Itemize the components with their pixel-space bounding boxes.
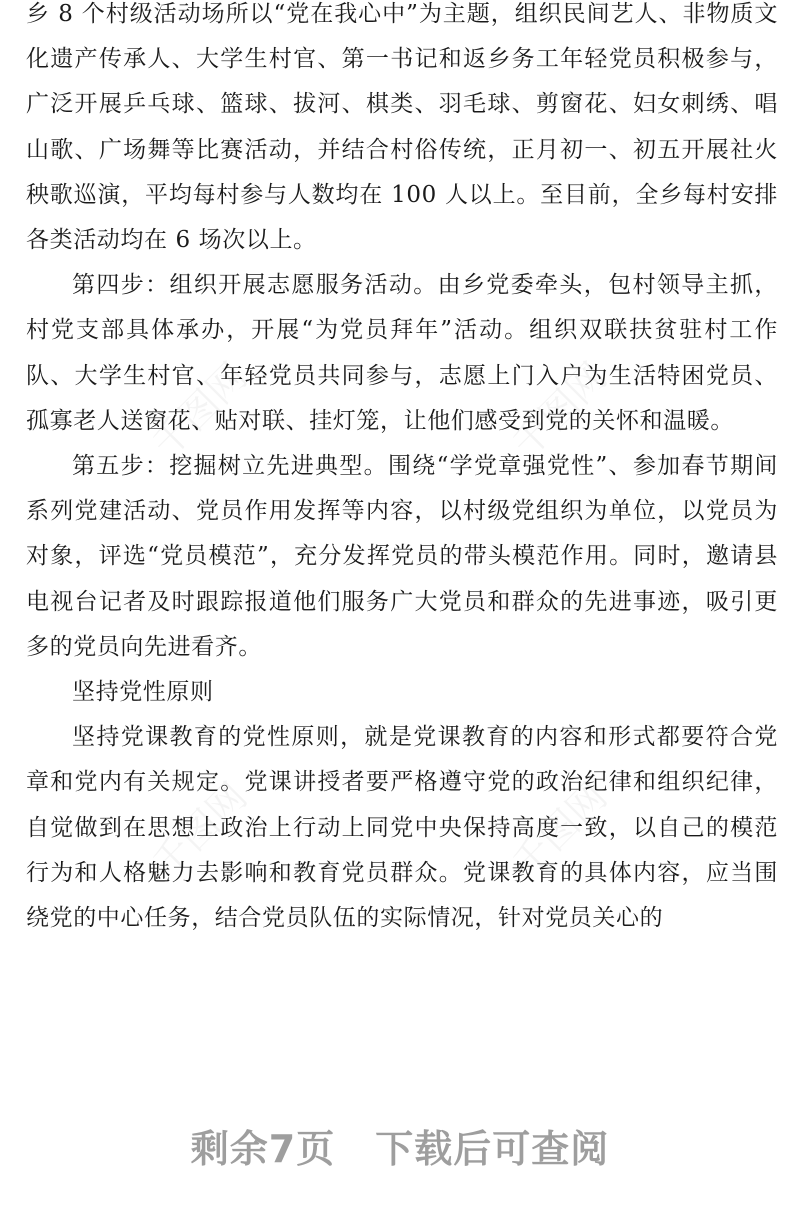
paragraph: 坚持党课教育的党性原则，就是党课教育的内容和形式都要符合党章和党内有关规定。党课讲授者要严格遵守党的政治纪律和组织纪律，自觉做到在思想上政治上行动上同党中央保持高度一致，以自己的模范行为和人格魅力去影响和教育党员群众。党课教育的具体内容，应当围绕党的中心任务，结合党员队伍的实际情况，针对党员关心的: [26, 724, 778, 932]
section-heading: 坚持党性原则: [72, 679, 214, 706]
document-body: [26, 0, 778, 941]
download-to-view-label[interactable]: 下载后可查阅: [375, 1127, 610, 1171]
download-banner[interactable]: [0, 1118, 800, 1173]
remaining-pages-label[interactable]: 剩余7页: [190, 1127, 336, 1171]
paragraph: 乡 8 个村级活动场所以“党在我心中”为主题，组织民间艺人、非物质文化遗产传承人、大学生村官、第一书记和返乡务工年轻党员积极参与，广泛开展乒乓球、篮球、拔河、棋类、羽毛球、剪窗花、妇女刺绣、唱山歌、广场舞等比赛活动，并结合村俗传统，正月初一、初五开展社火秧歌巡演，平均每村参与人数均在 100 人以上。至目前，全乡每村安排各类活动均在 6 场次以上。: [26, 1, 778, 254]
paragraph: 第五步：挖掘树立先进典型。围绕“学党章强党性”、参加春节期间系列党建活动、党员作用发挥等内容，以村级党组织为单位，以党员为对象，评选“党员模范”，充分发挥党员的带头模范作用。同时，邀请县电视台记者及时跟踪报道他们服务广大党员和群众的先进事迹，吸引更多的党员向先进看齐。: [26, 453, 778, 660]
paragraph: 第四步：组织开展志愿服务活动。由乡党委牵头，包村领导主抓，村党支部具体承办，开展“为党员拜年”活动。组织双联扶贫驻村工作队、大学生村官、年轻党员共同参与，志愿上门入户为生活特困党员、孤寡老人送窗花、贴对联、挂灯笼，让他们感受到党的关怀和温暖。: [26, 272, 778, 434]
